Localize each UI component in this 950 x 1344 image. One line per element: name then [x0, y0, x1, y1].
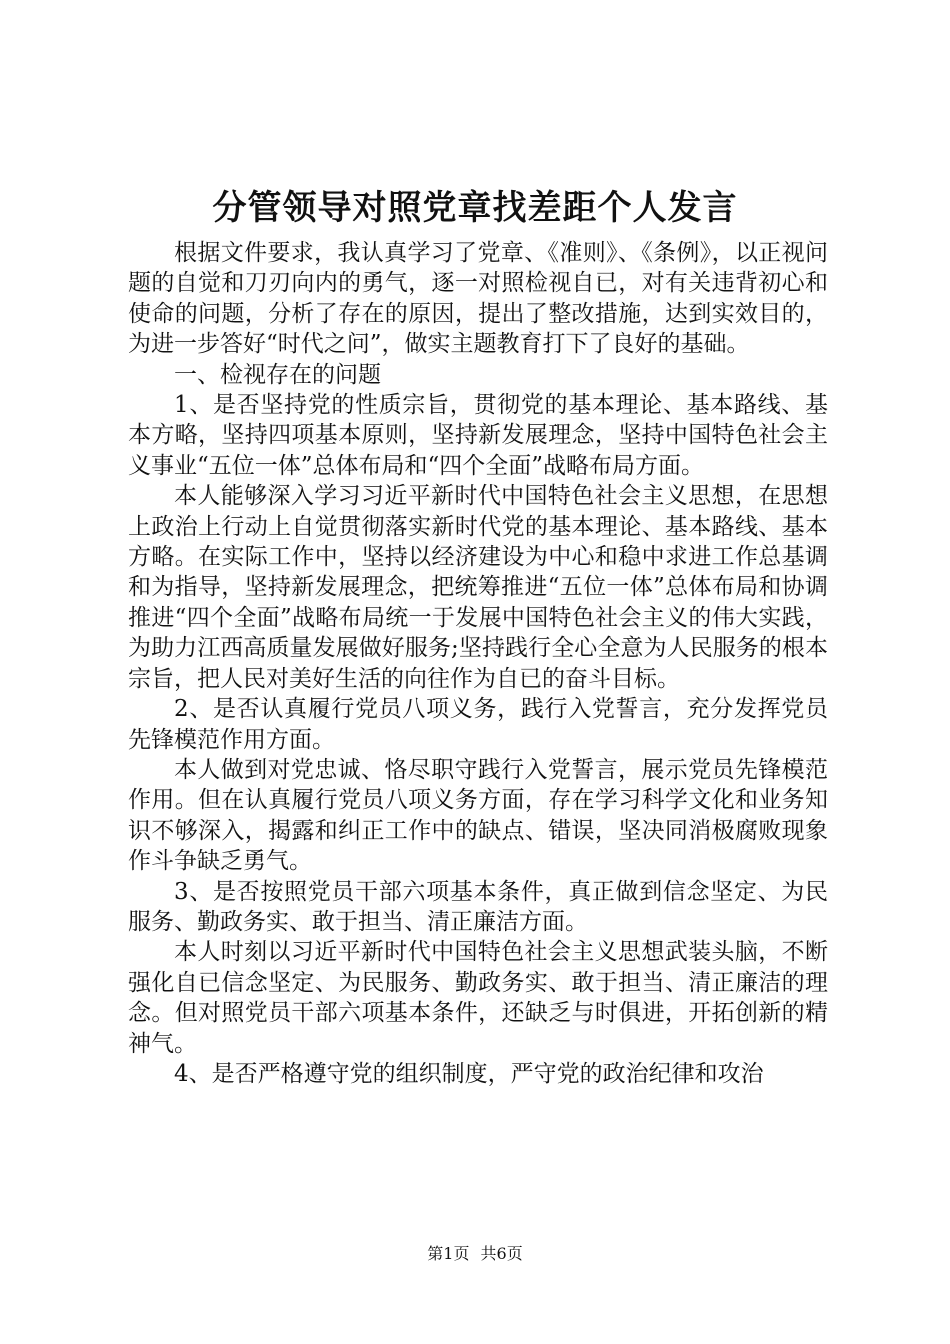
page-footer	[0, 1243, 950, 1265]
paragraph-item-1: 1、是否坚持党的性质宗旨，贯彻党的基本理论、基本路线、基本方略，坚持四项基本原则，坚持新发展理念，坚持中国特色社会主义事业“五位一体”总体布局和“四个全面”战略布局方面。	[128, 392, 828, 479]
document-body	[128, 238, 828, 1089]
paragraph-response-1: 本人能够深入学习习近平新时代中国特色社会主义思想，在思想上政治上行动上自觉贯彻落实新时代党的基本理论、基本路线、基本方略。在实际工作中，坚持以经济建设为中心和稳中求进工作总基调和为指导，坚持新发展理念，把统筹推进“五位一体”总体布局和协调推进“四个全面”战略布局统一于发展中国特色社会主义的伟大实践，为助力江西高质量发展做好服务;坚持践行全心全意为人民服务的根本宗旨，把人民对美好生活的向往作为自已的奋斗目标。	[128, 483, 828, 692]
paragraph-intro: 根据文件要求，我认真学习了党章、《准则》、《条例》，以正视问题的自觉和刀刃向内的勇气，逐一对照检视自已，对有关违背初心和使命的问题，分析了存在的原因，提出了整改措施，达到实效目的，为进一步答好“时代之问”，做实主题教育打下了良好的基础。	[128, 240, 828, 358]
paragraph-response-2: 本人做到对党忠诚、恪尽职守践行入党誓言，展示党员先锋模范作用。但在认真履行党员八项义务方面，存在学习科学文化和业务知识不够深入，揭露和纠正工作中的缺点、错误，坚决同消极腐败现象作斗争缺乏勇气。	[128, 756, 828, 875]
paragraph-item-4: 4、是否严格遵守党的组织制度，严守党的政治纪律和攻治	[174, 1060, 764, 1087]
document-title: 分管领导对照党章找差距个人发言	[212, 188, 738, 228]
section-heading: 一、检视存在的问题	[174, 361, 381, 388]
paragraph-item-3: 3、是否按照党员干部六项基本条件，真正做到信念坚定、为民服务、勤政务实、敢于担当、清正廉洁方面。	[128, 878, 828, 935]
paragraph-item-2: 2、是否认真履行党员八项义务，践行入党誓言，充分发挥党员先锋模范作用方面。	[128, 696, 828, 753]
page-total: 共6页	[480, 1244, 523, 1263]
page-number: 第1页	[427, 1244, 470, 1263]
paragraph-response-3: 本人时刻以习近平新时代中国特色社会主义思想武装头脑，不断强化自已信念坚定、为民服务、勤政务实、敢于担当、清正廉洁的理念。但对照党员干部六项基本条件，还缺乏与时俱进，开拓创新的精神气。	[128, 939, 828, 1057]
